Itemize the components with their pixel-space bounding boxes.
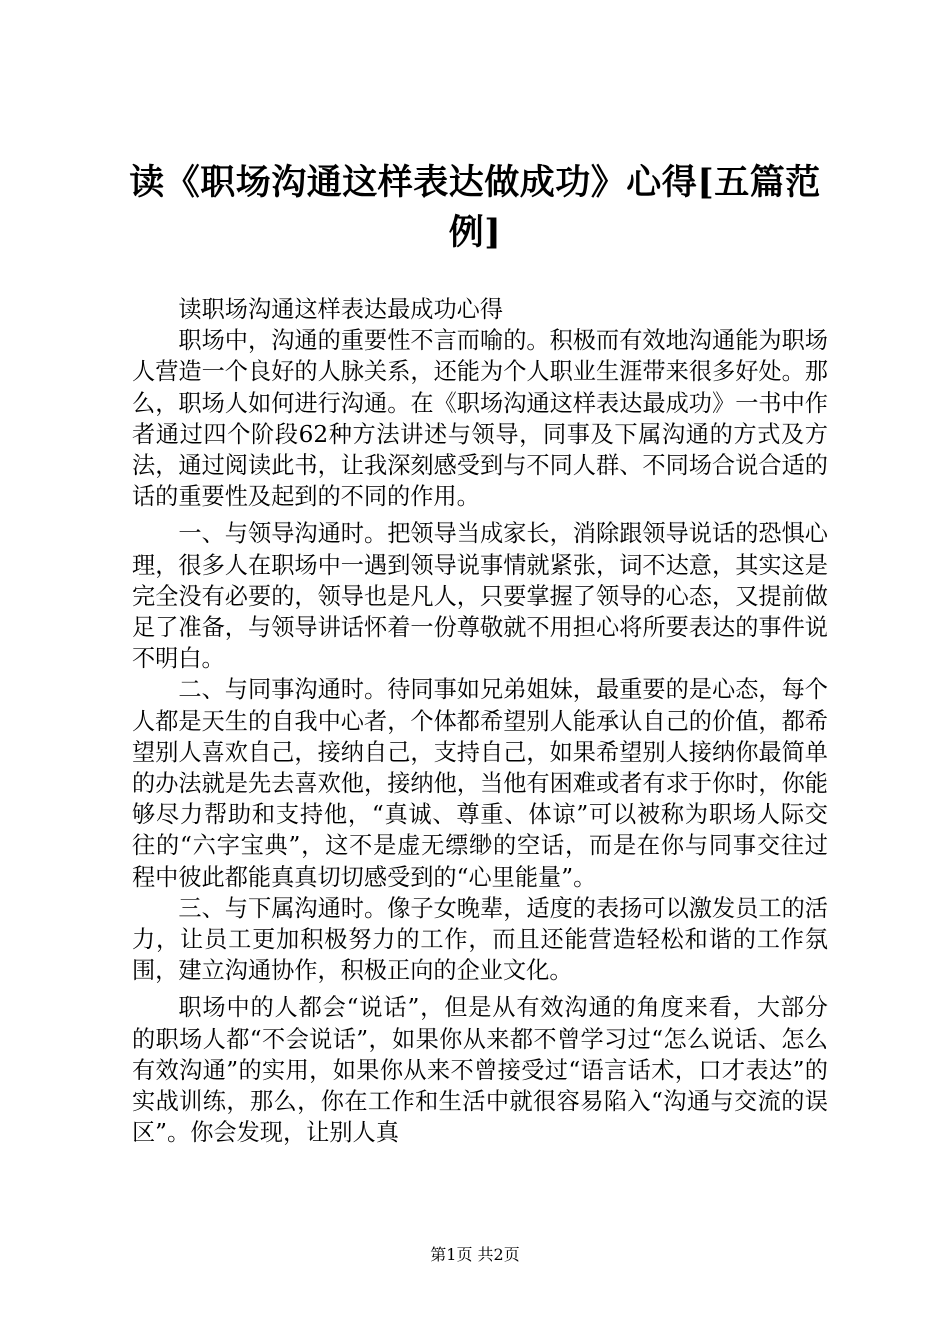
paragraph-intro: 职场中，沟通的重要性不言而喻的。积极而有效地沟通能为职场人营造一个良好的人脉关系，还能为个人职业生涯带来很多好处。那么，职场人如何进行沟通。在《职场沟通这样表达最成功》一书中作者通过四个阶段62种方法讲述与领导，同事及下属沟通的方式及方法，通过阅读此书，让我深刻感受到与不同人群、不同场合说合适的话的重要性及起到的不同的作用。 [132,327,828,511]
document-body [132,294,828,1148]
document-subtitle: 读职场沟通这样表达最成功心得 [178,296,504,323]
paragraph-leader: 一、与领导沟通时。把领导当成家长，消除跟领导说话的恐惧心理，很多人在职场中一遇到领导说事情就紧张，词不达意，其实这是完全没有必要的，领导也是凡人，只要掌握了领导的心态，又提前做足了准备，与领导讲话怀着一份尊敬就不用担心将所要表达的事件说不明白。 [132,520,828,673]
document-title: 读《职场沟通这样表达做成功》心得[五篇范例] [129,162,821,253]
paragraph-conclusion: 职场中的人都会“说话”，但是从有效沟通的角度来看，大部分的职场人都“不会说话”，如果你从来都不曾学习过“怎么说话、怎么有效沟通”的实用，如果你从来不曾接受过“语言话术，口才表达”的实战训练，那么，你在工作和生活中就很容易陷入“沟通与交流的误区”。你会发现，让别人真 [132,994,828,1147]
page-footer: 第1页 共2页 [430,1245,520,1264]
paragraph-subordinate: 三、与下属沟通时。像子女晚辈，适度的表扬可以激发员工的活力，让员工更加积极努力的工作，而且还能营造轻松和谐的工作氛围，建立沟通协作，积极正向的企业文化。 [132,894,828,985]
paragraph-colleague: 二、与同事沟通时。待同事如兄弟姐妹，最重要的是心态，每个人都是天生的自我中心者，个体都希望别人能承认自己的价值，都希望别人喜欢自己，接纳自己，支持自己，如果希望别人接纳你最简单的办法就是先去喜欢他，接纳他，当他有困难或者有求于你时，你能够尽力帮助和支持他，“真诚、尊重、体谅”可以被称为职场人际交往的“六字宝典”，这不是虚无缥缈的空话，而是在你与同事交往过程中彼此都能真真切切感受到的“心里能量”。 [132,676,828,891]
